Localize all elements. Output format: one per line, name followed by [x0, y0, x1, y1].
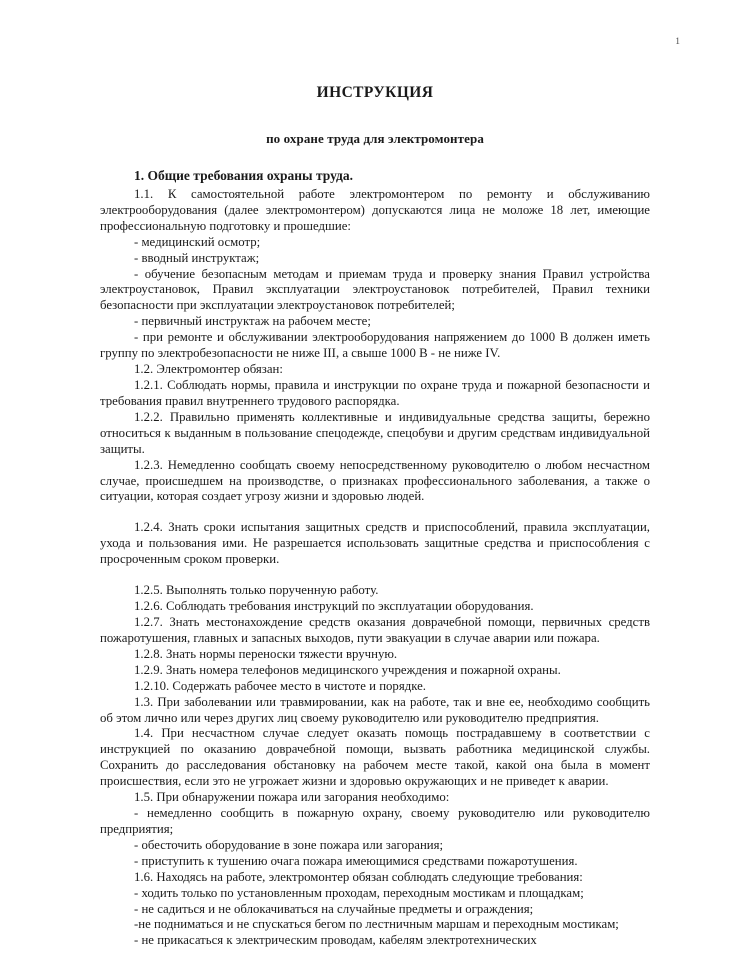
paragraph-1-2-4: 1.2.4. Знать сроки испытания защитных средств и приспособлений, правила эксплуатации, ухода и пользования ими. Не разрешается использовать защитные средства и приспособления с просроченным сроком проверки. [100, 520, 650, 567]
page-number: 1 [675, 37, 680, 47]
bullet-extinguish-fire: - приступить к тушению очага пожара имеющимися средствами пожаротушения. [134, 853, 578, 868]
paragraph-1-2-3: 1.2.3. Немедленно сообщать своему непосредственному руководителю о любом несчастном случае, происшедшем на производстве, о признаках профессионального заболевания, а также о ситуации, которая создает угрозу жизни и здоровью людей. [100, 457, 650, 504]
bullet-no-touching-wires: - не прикасаться к электрическим проводам, кабелям электротехнических [134, 933, 537, 948]
bullet-no-sitting-leaning: - не садиться и не облокачиваться на случайные предметы и ограждения; [134, 901, 534, 916]
paragraph-1-5: 1.5. При обнаружении пожара или загорания необходимо: [134, 790, 450, 805]
page-title: ИНСТРУКЦИЯ [316, 84, 434, 101]
paragraph-1-2-10: 1.2.10. Содержать рабочее место в чистоте и порядке. [134, 678, 427, 693]
paragraph-1-2-6: 1.2.6. Соблюдать требования инструкций по эксплуатации оборудования. [134, 599, 534, 614]
bullet-walk-designated-paths: - ходить только по установленным проходам, переходным мостикам и площадкам; [134, 885, 584, 900]
bullet-safety-training: - обучение безопасным методам и приемам труда и проверку знания Правил устройства электроустановок, Правил эксплуатации электроустановок потребителей, Правил техники безопасности при эксплуатации электроустановок потребителей; [100, 266, 650, 313]
paragraph-spacer [100, 505, 650, 520]
paragraph-1-4: 1.4. При несчастном случае следует оказать помощь пострадавшему в соответствии с инструкцией по оказанию доврачебной помощи, вызвать работника медицинской службы. Сохранить до расследования обстановку на рабочем месте такой, какой она была в момент происшествия, если это не угрожает жизни и здоровью окружающих и не приведет к аварии. [100, 726, 650, 789]
paragraph-1-2-7: 1.2.7. Знать местонахождение средств оказания доврачебной помощи, первичных средств пожаротушения, главных и запасных выходов, пути эвакуации в случае аварии или пожара. [100, 614, 650, 645]
bullet-intro-briefing: - вводный инструктаж; [134, 250, 260, 265]
section-heading-1: 1. Общие требования охраны труда. [134, 168, 353, 184]
paragraph-1-2-8: 1.2.8. Знать нормы переноски тяжести вручную. [134, 646, 398, 661]
paragraph-1-2-1: 1.2.1. Соблюдать нормы, правила и инструкции по охране труда и пожарной безопасности и требования правил внутреннего трудового распорядка. [100, 377, 650, 408]
bullet-repair-voltage: - при ремонте и обслуживании электрооборудования напряжением до 1000 В должен иметь группу по электробезопасности не ниже III, а свыше 1000 В - не ниже IV. [100, 330, 650, 361]
paragraph-1-3: 1.3. При заболевании или травмировании, как на работе, так и вне ее, необходимо сообщить об этом лично или через других лиц своему руководителю или руководителю предприятия. [100, 694, 650, 725]
paragraph-1-2-9: 1.2.9. Знать номера телефонов медицинского учреждения и пожарной охраны. [134, 662, 561, 677]
bullet-deenergize-equipment: - обесточить оборудование в зоне пожара или загорания; [134, 837, 444, 852]
paragraph-1-2: 1.2. Электромонтер обязан: [134, 362, 283, 377]
paragraph-spacer [100, 568, 650, 583]
page-subtitle: по охране труда для электромонтера [266, 130, 484, 146]
bullet-medical-exam: - медицинский осмотр; [134, 234, 261, 249]
document-body [100, 84, 650, 949]
paragraph-1-6: 1.6. Находясь на работе, электромонтер обязан соблюдать следующие требования: [134, 869, 583, 884]
paragraph-1-2-5: 1.2.5. Выполнять только порученную работу. [134, 583, 379, 598]
bullet-no-running-stairs: -не подниматься и не спускаться бегом по лестничным маршам и переходным мостикам; [134, 917, 619, 932]
bullet-primary-briefing: - первичный инструктаж на рабочем месте; [134, 314, 371, 329]
paragraph-1-1: 1.1. К самостоятельной работе электромонтером по ремонту и обслуживанию электрооборудования (далее электромонтером) допускаются лица не моложе 18 лет, имеющие профессиональную подготовку и прошедшие: [100, 186, 650, 233]
paragraph-1-2-2: 1.2.2. Правильно применять коллективные и индивидуальные средства защиты, бережно относиться к выданным в пользование спецодежде, спецобуви и другим средствам индивидуальной защиты. [100, 409, 650, 456]
bullet-notify-fire-dept: - немедленно сообщить в пожарную охрану, своему руководителю или руководителю предприятия; [100, 806, 650, 836]
